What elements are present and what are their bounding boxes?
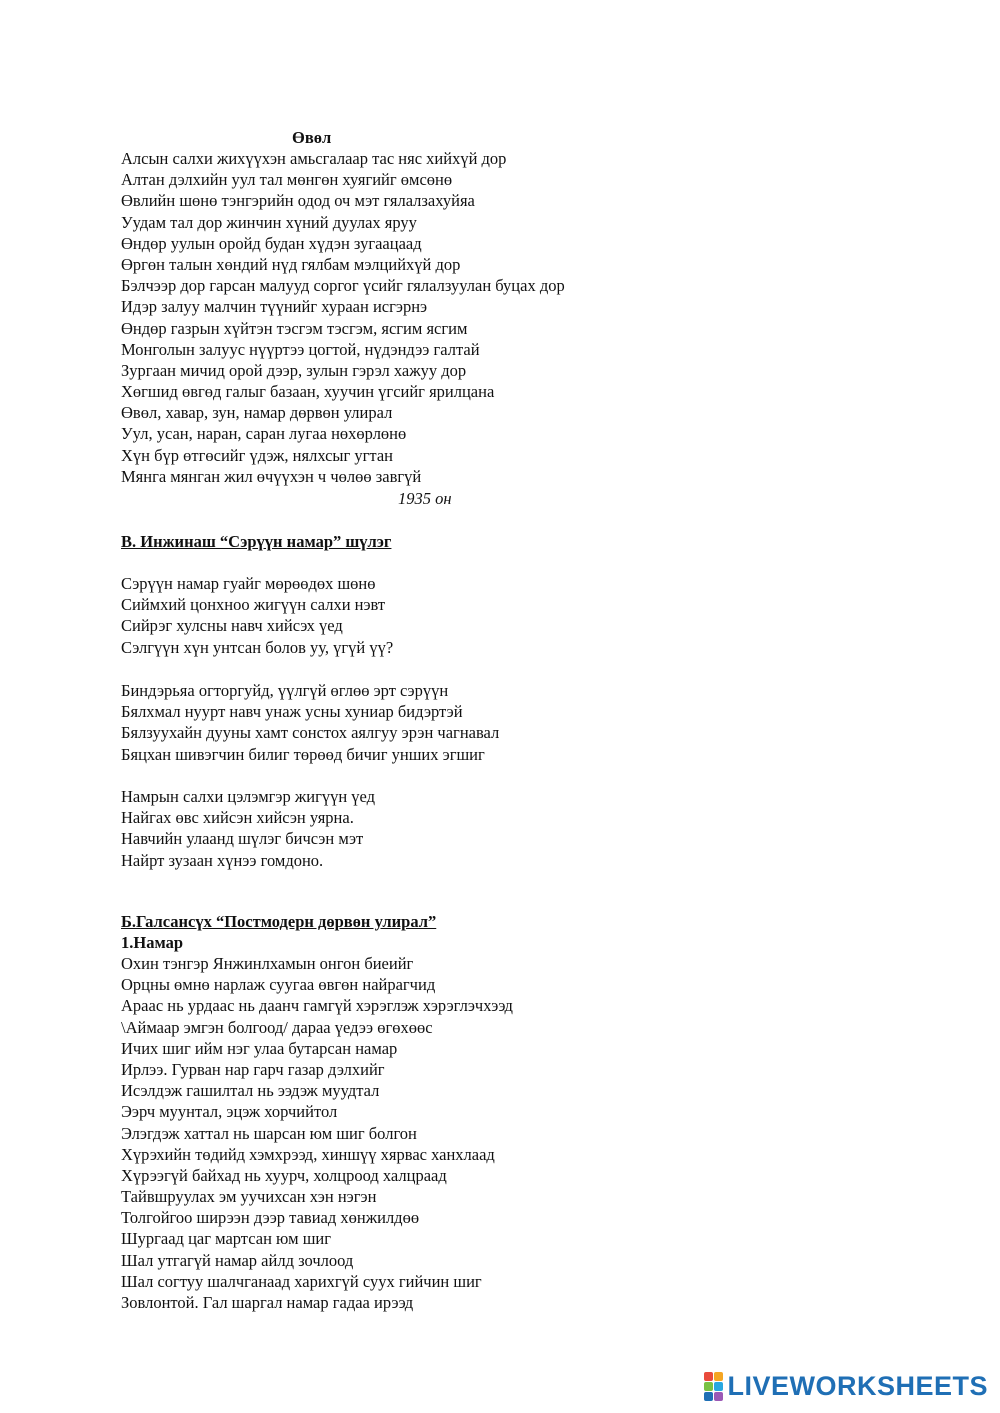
poem-line: Шал утгагүй намар айлд зочлоод — [121, 1250, 354, 1270]
poem-date: 1935 он — [398, 489, 452, 508]
poem-line: \Аймаар эмгэн болгоод/ дараа үедээ өгөхөөс — [121, 1017, 433, 1037]
poem-title-winter: Өвөл — [292, 128, 332, 147]
poem-line: Өвөл, хавар, зун, намар дөрвөн улирал — [121, 403, 393, 423]
poem-line: Ээрч муунтал, эцэж хорчийтол — [121, 1102, 338, 1122]
poem-line: Толгойгоо ширээн дээр тавиад хөнжилдөө — [121, 1208, 420, 1228]
poem-winter-body — [121, 148, 881, 487]
poem3-header — [121, 911, 881, 953]
poem-line: Уул, усан, наран, саран лугаа нөхөрлөнө — [121, 424, 407, 444]
poem-line: Өндөр уулын оройд будан хүдэн зугаацаад — [121, 233, 422, 253]
poem-line: Хүрэхийн төдийд хэмхрээд, хиншүү хярвас ханхлаад — [121, 1144, 495, 1164]
poem-line: Өвлийн шөнө тэнгэрийн одод оч мэт гялалзахуйяа — [121, 191, 475, 211]
poem-line: Зургаан мичид орой дээр, зулын гэрэл хажуу дор — [121, 360, 467, 380]
poem2-stanza-2 — [121, 680, 881, 765]
poem-line: Хүрээгүй байхад нь хуурч, холцроод халцраад — [121, 1165, 447, 1185]
poem-line: Зовлонтой. Гал шаргал намар гадаа ирээд — [121, 1293, 414, 1312]
section-subheading: 1.Намар — [121, 933, 184, 952]
poem-line: Исэлдэж гашилтал нь ээдэж муудтал — [121, 1081, 380, 1101]
liveworksheets-logo-icon — [704, 1372, 723, 1401]
poem-line: Сиймхий цонхноо жигүүн салхи нэвт — [121, 595, 386, 615]
poem-line: Мянга мянган жил өчүүхэн ч чөлөө завгүй — [121, 466, 422, 486]
poem-line: Хүн бүр өтгөсийг үдэж, нялхсыг угтан — [121, 445, 393, 465]
poem-line: Өндөр газрын хүйтэн тэсгэм тэсгэм, ясгим ясгим — [121, 318, 468, 338]
poem-line: Охин тэнгэр Янжинлхамын онгон биеийг — [121, 954, 414, 973]
poem2-stanza-1 — [121, 573, 881, 658]
poem-line: Найрт зузаан хүнээ гомдоно. — [121, 850, 324, 870]
poem-line: Сэлгүүн хүн унтсан болов уу, үгүй үү? — [121, 637, 394, 657]
poem-line: Бялхмал нуурт навч унаж усны хуниар бидэртэй — [121, 702, 463, 722]
poem2-stanza-3 — [121, 786, 881, 871]
poem-line: Орцны өмнө нарлаж суугаа өвгөн найрагчид — [121, 975, 436, 995]
poem-line: Шал согтуу шалчганаад харихгүй суух гийчин шиг — [121, 1271, 482, 1291]
poem-line: Элэгдэж хаттал нь шарсан юм шиг болгон — [121, 1123, 417, 1143]
poem-line: Хөгшид өвгөд галыг базаан, хуучин үгсийг ярилцана — [121, 382, 495, 402]
poem-line: Өргөн талын хөндий нүд гялбам мэлцийхүй дор — [121, 254, 461, 274]
poem3-body — [121, 953, 881, 1313]
poem-line: Тайвшруулах эм уучихсан хэн нэгэн — [121, 1187, 377, 1207]
poem-line: Ичих шиг ийм нэг улаа бутарсан намар — [121, 1038, 398, 1058]
poem-line: Сийрэг хулсны навч хийсэх үед — [121, 616, 343, 636]
poem-line: Алсын салхи жихүүхэн амьсгалаар тас няс хийхүй дор — [121, 149, 507, 168]
poem-line: Намрын салхи цэлэмгэр жигүүн үед — [121, 787, 376, 806]
liveworksheets-logo-text: LIVEWORKSHEETS — [727, 1370, 988, 1401]
poem2-heading — [121, 531, 881, 552]
poem-line: Ирлээ. Гурван нар гарч газар дэлхийг — [121, 1059, 385, 1079]
poem-line: Шургаад цаг мартсан юм шиг — [121, 1229, 332, 1249]
poem-line: Навчийн улаанд шүлэг бичсэн мэт — [121, 829, 364, 849]
section-heading: В. Инжинаш “Сэрүүн намар” шүлэг — [121, 532, 392, 551]
poem-line: Алтан дэлхийн уул тал мөнгөн хуягийг өмсөнө — [121, 170, 453, 190]
poem-line: Араас нь урдаас нь даанч гамгүй хэрэглэж хэрэглэчхээд — [121, 996, 513, 1016]
poem-line: Бялзуухайн дууны хамт сонстох аялгуу эрэн чагнавал — [121, 723, 500, 743]
poem-line: Идэр залуу малчин түүнийг хураан исгэрнэ — [121, 297, 428, 317]
poem-line: Уудам тал дор жинчин хүний дуулах яруу — [121, 212, 417, 232]
poem-line: Бэлчээр дор гарсан малууд соргог үсийг гялалзуулан буцах дор — [121, 276, 565, 296]
section-heading: Б.Галсансүх “Постмодерн дөрвөн улирал” — [121, 912, 437, 931]
poem-line: Сэрүүн намар гуайг мөрөөдөх шөнө — [121, 574, 376, 593]
poem-line: Монголын залуус нүүртээ цогтой, нүдэндээ галтай — [121, 339, 480, 359]
poem-line: Найгах өвс хийсэн хийсэн уярна. — [121, 808, 354, 828]
liveworksheets-logo[interactable] — [704, 1371, 988, 1401]
poem-line: Биндэрьяа огторгуйд, үүлгүй өглөө эрт сэрүүн — [121, 681, 449, 700]
poem-line: Бяцхан шивэгчин билиг төрөөд бичиг унших эгшиг — [121, 744, 485, 764]
